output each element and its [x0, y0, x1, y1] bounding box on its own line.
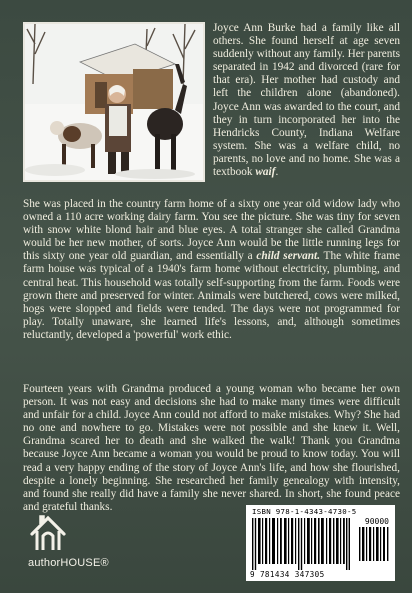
intro-paragraph: [213, 22, 400, 179]
price-code: 90000: [364, 517, 389, 526]
farm-text-end: The white frame farm house was typical of a 1940's farm home without electricity, plumbing, and central heat. This household was totally self-supporting from the farm. Foods were grown there and preserved for winter. Animals were butchered, cows were milked, hogs were slopped and fields were tended. The days were not programmed for play. Totally unaware, she learned life's lessons, and, although sometimes reluctantly, developed a 'powerful' work ethic.: [23, 250, 400, 341]
photo-farm-scene: [25, 24, 203, 180]
isbn-barcode: [246, 505, 395, 581]
house-icon: [28, 512, 68, 556]
farm-paragraph: [23, 198, 400, 342]
price-barcode-bars: [359, 527, 389, 561]
cover-photo: [23, 22, 205, 182]
ean-barcode-bars: [252, 518, 350, 570]
farm-text: She was placed in the country farm home of a sixty one year old widow lady who owned a 110 acre working dairy farm. You see the picture. She was tiny for seven with snow white blond hair and blue eyes. A total stranger she called Grandma would be her new mother, of sorts. Joyce Ann would be the little running legs for this sixty one year old guardian, and essentially a: [23, 198, 400, 263]
intro-text-end: .: [275, 166, 279, 179]
farm-emphasis: child servant.: [256, 250, 321, 263]
publisher-name: authorHOUSE®: [28, 557, 109, 569]
isbn-top-text: ISBN 978-1-4343-4730-5: [252, 507, 357, 516]
intro-text: Joyce Ann Burke had a family like all others. She found herself at age seven suddenly without any family. Her parents separated in 1942 and divorced (rare for that era). Her mother had custody and left the children alone (abandoned). Joyce Ann was awarded to the court, and they in turn incorporated her into the Hendricks County, Indiana Welfare system. She was a welfare child, no parents, no love and no home. She was a textbook: [213, 22, 400, 179]
conclusion-paragraph: Fourteen years with Grandma produced a young woman who became her own person. It was not easy and decisions she had to make many times were difficult and unfair for a child. Joyce Ann could not afford to make mistakes. Why? She had no one and nowhere to go. Mistakes were not possible and she knew it. Well, Grandma scared her to death and she walked the walk! Thank you Grandma because Joyce Ann became a woman you would be proud to know today. You will read a very happy ending of the story of Joyce Ann's life, and how she flourished, despite a lonely beginning. She researched her family genealogy with intensity, and found she really did have a family she never shared. In short, she found peace and grateful thanks.: [23, 383, 400, 513]
isbn-number: 9 781434 347305: [250, 570, 325, 579]
intro-emphasis: waif: [255, 166, 276, 179]
